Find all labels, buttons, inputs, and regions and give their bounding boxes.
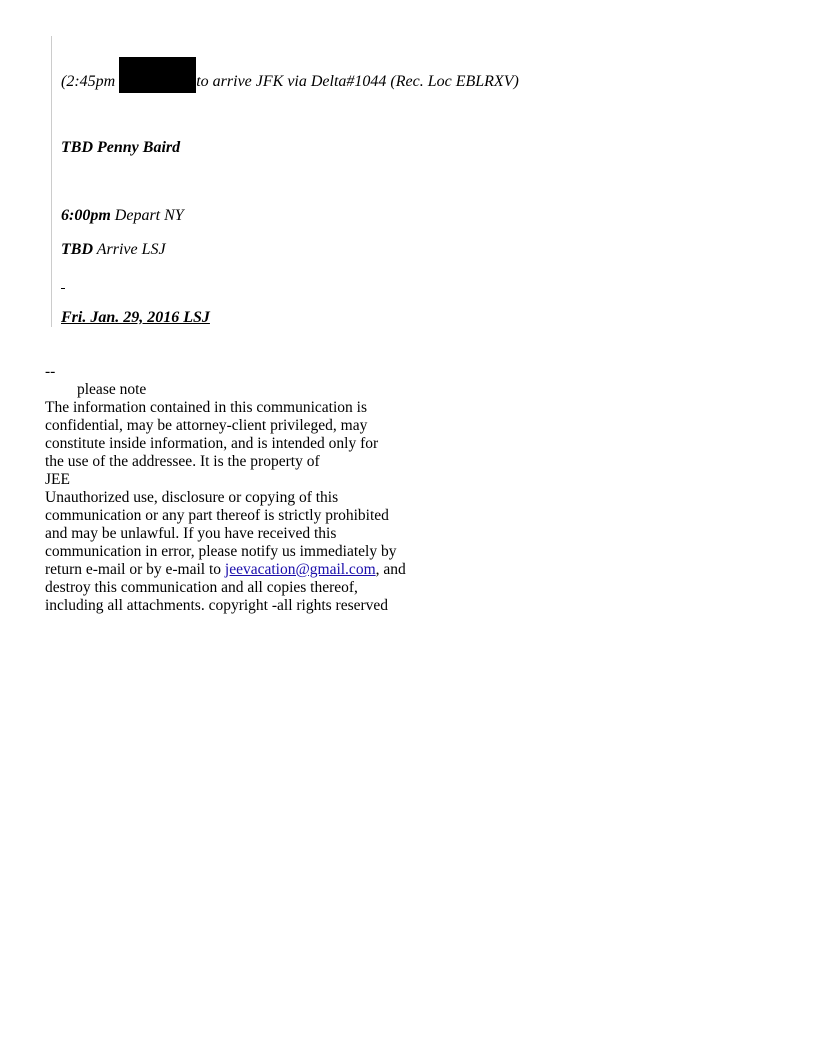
- arrival-suffix: to arrive JFK via Delta#1044 (Rec. Loc EBLRXV): [196, 73, 519, 90]
- disclaimer-line: destroy this communication and all copies thereof,: [45, 579, 358, 596]
- email-link[interactable]: jeevacation@gmail.com: [224, 561, 376, 578]
- disclaimer-line: confidential, may be attorney-client privileged, may: [45, 417, 368, 434]
- disclaimer-line: Unauthorized use, disclosure or copying of this: [45, 489, 339, 506]
- disclaimer-line: and may be unlawful. If you have received this: [45, 525, 337, 542]
- disclaimer-line: including all attachments. copyright -all rights reserved: [45, 597, 389, 614]
- small-dash-divider: [61, 288, 65, 289]
- email-prefix: return e-mail or by e-mail to: [45, 561, 225, 578]
- arrive-line: [61, 240, 166, 260]
- disclaimer-line: The information contained in this communication is: [45, 399, 367, 416]
- disclaimer-line: constitute inside information, and is intended only for: [45, 435, 379, 452]
- note-heading: please note: [77, 381, 147, 398]
- depart-time: 6:00pm: [61, 207, 111, 224]
- disclaimer-line: the use of the addressee. It is the property of: [45, 453, 320, 470]
- arrive-text: Arrive LSJ: [93, 241, 166, 258]
- redaction-box: [119, 57, 196, 93]
- disclaimer-line: communication or any part thereof is strictly prohibited: [45, 507, 389, 524]
- footer-separator: --: [45, 363, 56, 380]
- arrive-time: TBD: [61, 241, 93, 258]
- depart-text: Depart NY: [110, 207, 184, 224]
- email-line: [45, 561, 445, 579]
- arrival-prefix: (2:45pm: [61, 73, 120, 90]
- tbd-person-line: TBD Penny Baird: [61, 139, 181, 156]
- itinerary-quote-block: [51, 36, 652, 327]
- disclaimer-line: JEE: [45, 471, 70, 488]
- disclaimer-line: communication in error, please notify us immediately by: [45, 543, 397, 560]
- email-suffix: , and: [375, 561, 406, 578]
- email-footer-disclaimer: [45, 363, 445, 615]
- next-day-heading: Fri. Jan. 29, 2016 LSJ: [61, 309, 210, 326]
- arrival-line: [61, 70, 519, 92]
- depart-line: [61, 206, 184, 226]
